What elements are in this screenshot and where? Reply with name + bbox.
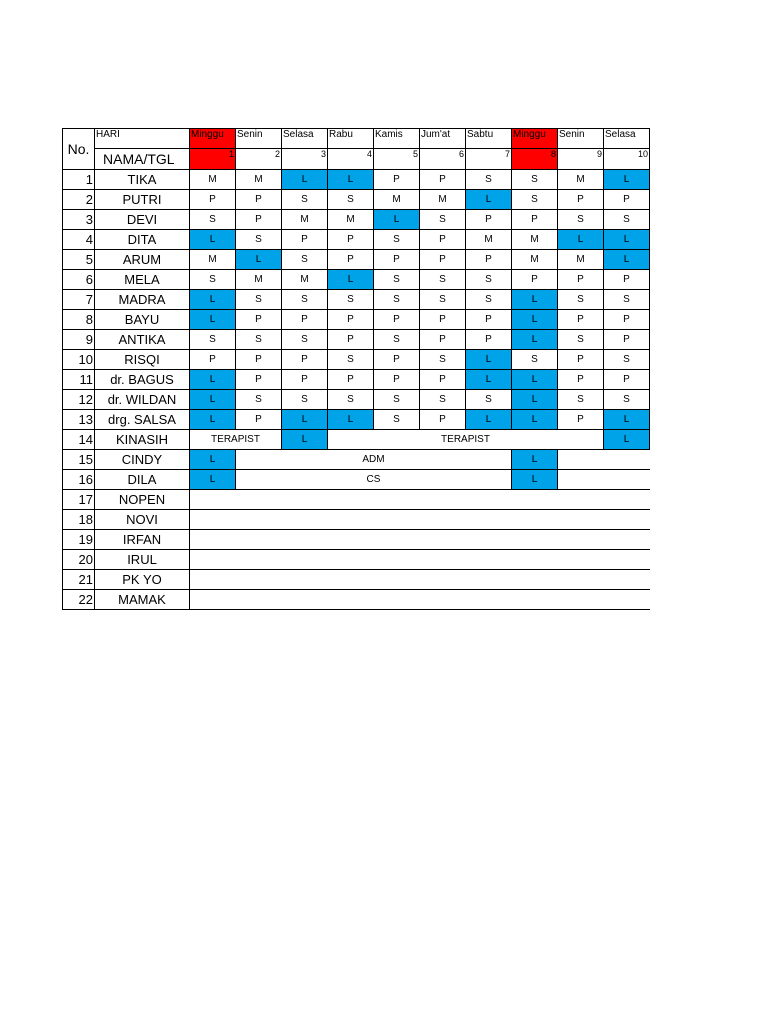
shift-cell[interactable]: P [466,250,512,270]
shift-cell[interactable]: P [420,250,466,270]
row-number[interactable]: 8 [63,310,95,330]
row-number[interactable]: 17 [63,490,95,510]
header-day-row [63,129,650,149]
shift-cell[interactable]: M [190,170,236,190]
no-header[interactable]: No. [63,129,95,170]
employee-name[interactable]: MADRA [95,290,190,310]
table-row [63,530,650,550]
table-row [63,510,650,530]
shift-cell[interactable]: S [466,170,512,190]
row-number[interactable]: 6 [63,270,95,290]
shift-cell[interactable]: S [190,270,236,290]
shift-cell[interactable]: P [420,310,466,330]
shift-cell[interactable]: P [236,370,282,390]
shift-cell[interactable]: P [328,230,374,250]
nama-tgl-header[interactable]: NAMA/TGL [95,149,190,170]
shift-cell[interactable]: P [328,310,374,330]
shift-cell[interactable]: P [420,170,466,190]
shift-cell[interactable]: S [282,190,328,210]
employee-name[interactable]: dr. BAGUS [95,370,190,390]
shift-cell[interactable]: L [512,330,558,350]
row-number[interactable]: 13 [63,410,95,430]
shift-cell[interactable]: L [466,370,512,390]
table-row [63,490,650,510]
table-row [63,210,650,230]
date-cell[interactable]: 9 [558,149,604,170]
table-row [63,170,650,190]
hari-header[interactable]: HARI [95,129,190,149]
shift-cell[interactable]: P [420,410,466,430]
shift-cell[interactable]: P [236,410,282,430]
shift-cell[interactable]: S [374,410,420,430]
table-row [63,330,650,350]
shift-cell[interactable]: S [604,210,650,230]
shift-cell[interactable]: P [466,310,512,330]
shift-cell[interactable]: P [466,330,512,350]
shift-cell[interactable]: P [558,270,604,290]
shift-cell[interactable]: S [420,290,466,310]
shift-cell[interactable]: L [190,370,236,390]
shift-cell[interactable]: L [558,230,604,250]
table-row [63,270,650,290]
date-cell[interactable]: 3 [282,149,328,170]
shift-cell[interactable]: S [374,270,420,290]
empty-span[interactable] [190,530,650,550]
table-row [63,450,650,470]
shift-cell[interactable]: L [236,250,282,270]
day-name-cell[interactable]: Minggu [512,129,558,149]
shift-cell[interactable]: P [420,370,466,390]
table-row [63,470,650,490]
shift-cell[interactable]: P [466,210,512,230]
shift-cell[interactable]: P [374,350,420,370]
table-row [63,590,650,610]
employee-name[interactable]: RISQI [95,350,190,370]
row-number[interactable]: 16 [63,470,95,490]
shift-cell[interactable]: M [420,190,466,210]
shift-cell[interactable]: M [512,230,558,250]
shift-cell[interactable]: M [236,170,282,190]
shift-cell[interactable]: S [604,350,650,370]
row-number[interactable]: 21 [63,570,95,590]
row-number[interactable]: 5 [63,250,95,270]
role-span[interactable]: ADM [236,450,512,470]
shift-cell[interactable]: L [466,350,512,370]
shift-cell[interactable]: S [604,290,650,310]
employee-name[interactable]: IRFAN [95,530,190,550]
shift-cell[interactable]: L [512,410,558,430]
shift-cell[interactable]: S [328,290,374,310]
shift-cell[interactable]: L [604,430,650,450]
shift-cell[interactable]: P [558,310,604,330]
shift-cell[interactable]: P [328,330,374,350]
shift-cell[interactable]: M [190,250,236,270]
employee-name[interactable]: dr. WILDAN [95,390,190,410]
shift-cell[interactable]: M [466,230,512,250]
table-row [63,310,650,330]
shift-cell[interactable]: S [282,330,328,350]
shift-cell[interactable]: L [512,470,558,490]
shift-cell[interactable]: S [420,270,466,290]
shift-cell[interactable]: P [420,230,466,250]
shift-cell[interactable]: P [374,370,420,390]
shift-cell[interactable]: S [328,190,374,210]
row-number[interactable]: 11 [63,370,95,390]
shift-cell[interactable]: L [190,450,236,470]
shift-cell[interactable]: P [282,370,328,390]
employee-name[interactable]: NOVI [95,510,190,530]
shift-cell[interactable]: L [190,230,236,250]
employee-name[interactable]: drg. SALSA [95,410,190,430]
day-name-cell[interactable]: Minggu [190,129,236,149]
shift-cell[interactable]: S [282,390,328,410]
table-row [63,290,650,310]
shift-cell[interactable]: P [604,370,650,390]
day-name-cell[interactable]: Rabu [328,129,374,149]
row-number[interactable]: 14 [63,430,95,450]
date-cell[interactable]: 4 [328,149,374,170]
table-row [63,430,650,450]
terapist-span[interactable]: TERAPIST [328,430,604,450]
empty-span[interactable] [190,550,650,570]
shift-cell[interactable]: M [236,270,282,290]
shift-cell[interactable]: S [328,390,374,410]
row-number[interactable]: 2 [63,190,95,210]
day-name-cell[interactable]: Senin [236,129,282,149]
shift-cell[interactable]: S [236,290,282,310]
day-name-cell[interactable]: Kamis [374,129,420,149]
shift-cell[interactable]: L [190,410,236,430]
shift-cell[interactable]: P [236,310,282,330]
header-date-row [63,149,650,170]
shift-cell[interactable]: S [190,330,236,350]
shift-cell[interactable]: S [512,350,558,370]
shift-cell[interactable]: S [558,290,604,310]
day-name-cell[interactable]: Sabtu [466,129,512,149]
shift-cell[interactable]: L [466,410,512,430]
shift-cell[interactable]: P [236,190,282,210]
shift-cell[interactable]: S [558,390,604,410]
shift-cell[interactable]: P [374,250,420,270]
employee-name[interactable]: NOPEN [95,490,190,510]
table-row [63,410,650,430]
role-span[interactable]: CS [236,470,512,490]
row-number[interactable]: 10 [63,350,95,370]
employee-name[interactable]: MAMAK [95,590,190,610]
employee-name[interactable]: ANTIKA [95,330,190,350]
employee-name[interactable]: BAYU [95,310,190,330]
date-cell[interactable]: 8 [512,149,558,170]
employee-name[interactable]: ARUM [95,250,190,270]
employee-name[interactable]: MELA [95,270,190,290]
shift-cell[interactable]: L [466,190,512,210]
row-number[interactable]: 18 [63,510,95,530]
shift-cell[interactable]: P [374,310,420,330]
empty-span[interactable] [190,510,650,530]
shift-cell[interactable]: L [328,410,374,430]
shift-cell[interactable]: L [604,410,650,430]
shift-cell[interactable]: L [512,390,558,410]
shift-cell[interactable]: P [190,350,236,370]
shift-cell[interactable]: M [282,270,328,290]
shift-cell[interactable]: S [466,390,512,410]
shift-cell[interactable]: P [420,330,466,350]
shift-cell[interactable]: L [374,210,420,230]
shift-cell[interactable]: L [512,370,558,390]
employee-name[interactable]: KINASIH [95,430,190,450]
table-row [63,370,650,390]
shift-cell[interactable]: P [604,330,650,350]
shift-cell[interactable]: S [374,390,420,410]
empty-span[interactable] [558,450,650,470]
empty-span[interactable] [190,490,650,510]
shift-cell[interactable]: L [282,430,328,450]
shift-cell[interactable]: L [190,310,236,330]
shift-cell[interactable]: L [282,410,328,430]
table-row [63,570,650,590]
shift-cell[interactable]: P [328,370,374,390]
employee-name[interactable]: IRUL [95,550,190,570]
shift-cell[interactable]: M [282,210,328,230]
shift-cell[interactable]: P [604,310,650,330]
table-row [63,230,650,250]
shift-cell[interactable]: M [558,250,604,270]
day-name-cell[interactable]: Selasa [282,129,328,149]
shift-cell[interactable]: L [604,250,650,270]
shift-cell[interactable]: S [374,330,420,350]
employee-name[interactable]: CINDY [95,450,190,470]
empty-span[interactable] [558,470,650,490]
shift-cell[interactable]: S [328,350,374,370]
shift-cell[interactable]: S [512,170,558,190]
shift-cell[interactable]: S [420,350,466,370]
shift-cell[interactable]: M [558,170,604,190]
schedule-table [62,128,650,610]
terapist-span[interactable]: TERAPIST [190,430,282,450]
shift-cell[interactable]: L [604,230,650,250]
shift-cell[interactable]: S [604,390,650,410]
date-cell[interactable]: 10 [604,149,650,170]
day-name-cell[interactable]: Senin [558,129,604,149]
row-number[interactable]: 12 [63,390,95,410]
shift-cell[interactable]: S [466,270,512,290]
shift-cell[interactable]: S [236,390,282,410]
date-cell[interactable]: 5 [374,149,420,170]
employee-name[interactable]: TIKA [95,170,190,190]
shift-cell[interactable]: P [236,210,282,230]
day-name-cell[interactable]: Selasa [604,129,650,149]
employee-name[interactable]: DILA [95,470,190,490]
shift-cell[interactable]: L [512,290,558,310]
shift-cell[interactable]: P [558,350,604,370]
table-row [63,190,650,210]
employee-name[interactable]: PUTRI [95,190,190,210]
shift-cell[interactable]: S [512,190,558,210]
shift-cell[interactable]: S [236,230,282,250]
shift-cell[interactable]: S [420,390,466,410]
shift-cell[interactable]: P [512,270,558,290]
row-number[interactable]: 22 [63,590,95,610]
shift-cell[interactable]: L [328,270,374,290]
shift-cell[interactable]: S [190,210,236,230]
shift-cell[interactable]: M [328,210,374,230]
row-number[interactable]: 4 [63,230,95,250]
day-name-cell[interactable]: Jum'at [420,129,466,149]
shift-cell[interactable]: P [190,190,236,210]
shift-cell[interactable]: S [558,210,604,230]
shift-cell[interactable]: S [558,330,604,350]
shift-cell[interactable]: S [466,290,512,310]
row-number[interactable]: 1 [63,170,95,190]
shift-cell[interactable]: L [512,310,558,330]
shift-cell[interactable]: M [374,190,420,210]
row-number[interactable]: 20 [63,550,95,570]
shift-cell[interactable]: L [190,390,236,410]
shift-cell[interactable]: S [282,290,328,310]
shift-cell[interactable]: M [512,250,558,270]
date-cell[interactable]: 2 [236,149,282,170]
table-row [63,550,650,570]
shift-cell[interactable]: P [604,270,650,290]
row-number[interactable]: 15 [63,450,95,470]
employee-name[interactable]: PK YO [95,570,190,590]
row-number[interactable]: 19 [63,530,95,550]
shift-cell[interactable]: S [374,230,420,250]
date-cell[interactable]: 1 [190,149,236,170]
employee-name[interactable]: DEVI [95,210,190,230]
shift-cell[interactable]: P [374,170,420,190]
shift-cell[interactable]: S [420,210,466,230]
empty-span[interactable] [190,570,650,590]
shift-cell[interactable]: S [374,290,420,310]
shift-cell[interactable]: P [328,250,374,270]
shift-cell[interactable]: P [236,350,282,370]
table-row [63,350,650,370]
shift-cell[interactable]: L [190,290,236,310]
row-number[interactable]: 9 [63,330,95,350]
shift-cell[interactable]: L [604,170,650,190]
shift-cell[interactable]: P [558,370,604,390]
shift-cell[interactable]: P [282,350,328,370]
row-number[interactable]: 3 [63,210,95,230]
shift-cell[interactable]: P [558,190,604,210]
shift-cell[interactable]: P [282,310,328,330]
empty-span[interactable] [190,590,650,610]
shift-cell[interactable]: S [236,330,282,350]
shift-cell[interactable]: P [282,230,328,250]
table-row [63,390,650,410]
employee-name[interactable]: DITA [95,230,190,250]
date-cell[interactable]: 6 [420,149,466,170]
shift-cell[interactable]: L [328,170,374,190]
shift-cell[interactable]: L [282,170,328,190]
shift-cell[interactable]: P [512,210,558,230]
date-cell[interactable]: 7 [466,149,512,170]
row-number[interactable]: 7 [63,290,95,310]
shift-cell[interactable]: L [190,470,236,490]
shift-cell[interactable]: S [282,250,328,270]
shift-cell[interactable]: P [558,410,604,430]
table-row [63,250,650,270]
shift-cell[interactable]: P [604,190,650,210]
shift-cell[interactable]: L [512,450,558,470]
